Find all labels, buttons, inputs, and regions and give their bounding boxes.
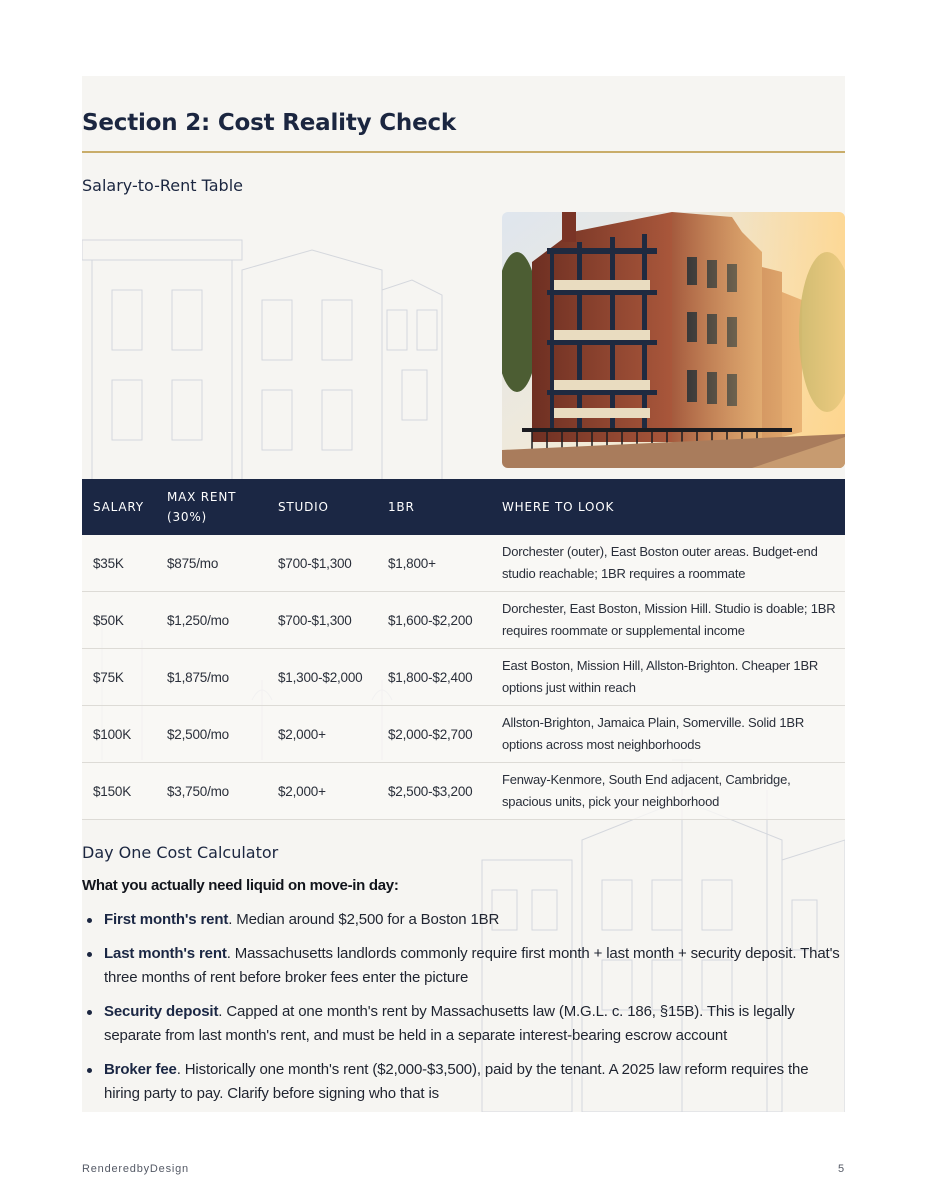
cell-where-to-look: Dorchester, East Boston, Mission Hill. Studio is doable; 1BR requires roommate or supplemental income (491, 592, 845, 649)
page-number: 5 (838, 1163, 845, 1175)
header-studio: STUDIO (278, 500, 329, 514)
item-text: . Massachusetts landlords commonly require first month + last month + security deposit. That's three months of rent before broker fees enter the picture (104, 945, 840, 986)
cell-max-rent: $3,750/mo (156, 763, 267, 820)
cell-1br: $1,600-$2,200 (377, 592, 491, 649)
item-text: . Median around $2,500 for a Boston 1BR (228, 911, 500, 928)
table-subtitle: Salary-to-Rent Table (82, 176, 243, 195)
rowhouse-photo (502, 212, 845, 468)
bullet-icon (87, 1010, 92, 1015)
cell-salary: $35K (82, 535, 156, 592)
cell-salary: $150K (82, 763, 156, 820)
table-header-row (82, 479, 845, 535)
section-title: Section 2: Cost Reality Check (82, 110, 457, 136)
footer-brand: RenderedbyDesign (82, 1163, 189, 1175)
header-where-to-look: WHERE TO LOOK (502, 500, 615, 514)
cell-where-to-look: Dorchester (outer), East Boston outer areas. Budget-end studio reachable; 1BR requires a roommate (491, 535, 845, 592)
cell-studio: $700-$1,300 (267, 592, 377, 649)
cell-max-rent: $1,250/mo (156, 592, 267, 649)
item-term: Security deposit (104, 1003, 219, 1020)
cell-salary: $100K (82, 706, 156, 763)
bullet-icon (87, 918, 92, 923)
cell-1br: $1,800-$2,400 (377, 649, 491, 706)
cell-1br: $2,500-$3,200 (377, 763, 491, 820)
cell-max-rent: $1,875/mo (156, 649, 267, 706)
item-text: . Historically one month's rent ($2,000-$3,500), paid by the tenant. A 2025 law reform requires the hiring party to pay. Clarify before signing who that is (104, 1061, 809, 1102)
cell-studio: $2,000+ (267, 763, 377, 820)
list-item (82, 1058, 847, 1106)
cell-1br: $1,800+ (377, 535, 491, 592)
cell-where-to-look: East Boston, Mission Hill, Allston-Brighton. Cheaper 1BR options just within reach (491, 649, 845, 706)
cell-where-to-look: Fenway-Kenmore, South End adjacent, Cambridge, spacious units, pick your neighborhood (491, 763, 845, 820)
list-item (82, 942, 847, 990)
list-item (82, 1000, 847, 1048)
cell-where-to-look: Allston-Brighton, Jamaica Plain, Somerville. Solid 1BR options across most neighborhoods (491, 706, 845, 763)
bullet-icon (87, 952, 92, 957)
table-row (82, 592, 845, 649)
salary-to-rent-table (82, 479, 845, 820)
bullet-icon (87, 1068, 92, 1073)
calculator-lead: What you actually need liquid on move-in day: (82, 877, 399, 894)
header-1br: 1BR (388, 500, 415, 514)
calculator-title: Day One Cost Calculator (82, 843, 279, 862)
cost-list (82, 908, 847, 1116)
cell-max-rent: $2,500/mo (156, 706, 267, 763)
cell-salary: $50K (82, 592, 156, 649)
cell-studio: $700-$1,300 (267, 535, 377, 592)
table-row (82, 763, 845, 820)
list-item (82, 908, 847, 932)
cell-studio: $2,000+ (267, 706, 377, 763)
gold-divider (82, 151, 845, 153)
item-text: . Capped at one month's rent by Massachusetts law (M.G.L. c. 186, §15B). This is legally separate from last month's rent, and must be held in a separate interest-bearing escrow account (104, 1003, 795, 1044)
table-row (82, 706, 845, 763)
item-term: First month's rent (104, 911, 229, 928)
cell-salary: $75K (82, 649, 156, 706)
cell-max-rent: $875/mo (156, 535, 267, 592)
header-salary: SALARY (93, 500, 144, 514)
table-row (82, 649, 845, 706)
item-term: Last month's rent (104, 945, 227, 962)
table-row (82, 535, 845, 592)
cell-studio: $1,300-$2,000 (267, 649, 377, 706)
header-max-rent: MAX RENT (30%) (167, 490, 237, 524)
item-term: Broker fee (104, 1061, 177, 1078)
cell-1br: $2,000-$2,700 (377, 706, 491, 763)
